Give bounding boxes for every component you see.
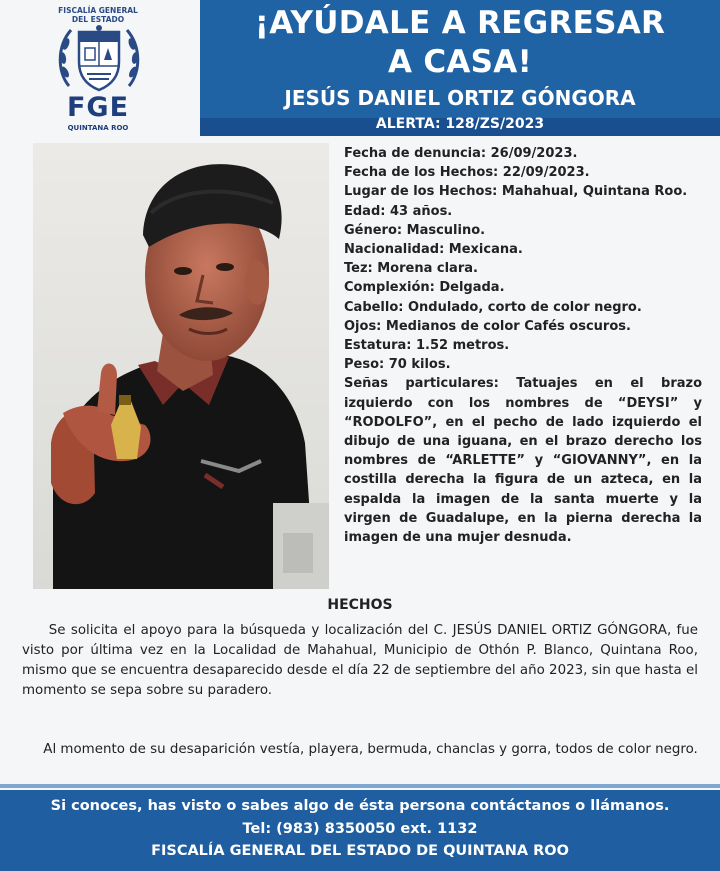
institution-name: FISCALÍA GENERAL DEL ESTADO DE QUINTANA ROO <box>151 843 569 859</box>
header-title-line2: A CASA! <box>387 44 533 80</box>
fge-logo <box>0 0 196 140</box>
facts-heading: HECHOS <box>327 597 393 613</box>
logo-top-line2: DEL ESTADO <box>71 15 125 24</box>
header-banner <box>200 0 720 118</box>
logo-acronym: FGE <box>66 92 130 123</box>
missing-person-photo <box>33 143 329 589</box>
logo-state: QUINTANA ROO <box>67 124 129 132</box>
eyes: Ojos: Medianos de color Cafés oscuros. <box>344 318 631 334</box>
facts-paragraph-1 <box>22 621 698 701</box>
height: Estatura: 1.52 metros. <box>344 338 510 354</box>
facts-paragraph-2-text: Al momento de su desaparición vestía, playera, bermuda, chanclas y gorra, todos de color negro. <box>43 742 698 757</box>
header-title <box>200 4 720 82</box>
logo-top-line1: FISCALÍA GENERAL <box>58 6 138 15</box>
footer-divider <box>0 784 720 788</box>
hair: Cabello: Ondulado, corto de color negro. <box>344 299 642 315</box>
complexion-skin: Tez: Morena clara. <box>344 261 478 277</box>
contact-footer <box>0 790 720 871</box>
state-seal-icon <box>55 22 143 96</box>
report-date: Fecha de denuncia: 26/09/2023. <box>344 146 578 161</box>
gender: Género: Masculino. <box>344 222 486 238</box>
age: Edad: 43 años. <box>344 203 453 219</box>
nationality: Nacionalidad: Mexicana. <box>344 242 523 258</box>
weight: Peso: 70 kilos. <box>344 357 451 373</box>
person-details <box>344 144 702 547</box>
contact-call-to-action: Si conoces, has visto o sabes algo de ésta persona contáctanos o llámanos. <box>50 798 670 814</box>
contact-phone: Tel: (983) 8350050 ext. 1132 <box>242 821 478 837</box>
header-title-line1: ¡AYÚDALE A REGRESAR <box>254 5 666 41</box>
facts-paragraph-2 <box>22 740 698 760</box>
alert-number: ALERTA: 128/ZS/2023 <box>375 116 545 132</box>
facts-paragraph-1-text: Se solicita el apoyo para la búsqueda y localización del C. JESÚS DANIEL ORTIZ GÓNGORA, fue visto por última vez en la Localidad de Mahahual, Municipio de Othón P. Blanco, Quintana Roo, mismo que se encuentra desaparecido desde el día 22 de septiembre del año 2023, sin que hasta el momento se sepa sobre su paradero. <box>22 623 698 698</box>
build: Complexión: Delgada. <box>344 280 505 296</box>
missing-person-name: JESÚS DANIEL ORTIZ GÓNGORA <box>284 86 636 110</box>
event-place: Lugar de los Hechos: Mahahual, Quintana Roo. <box>344 184 688 200</box>
distinguishing-marks: Señas particulares: Tatuajes en el brazo izquierdo con los nombres de “DEYSI” y “RODOLFO”, en el pecho de lado izquierdo el dibujo de una iguana, en el brazo derecho los nombres de “ARLETTE” y “GIOVANNY”, en la costilla derecha la figura de un azteca, en la espalda la imagen de la santa muerte y la virgen de Guadalupe, en la pierna derecha la imagen de una mujer desnuda. <box>344 376 702 546</box>
photo-illustration <box>33 143 329 589</box>
event-date: Fecha de los Hechos: 22/09/2023. <box>344 165 590 181</box>
